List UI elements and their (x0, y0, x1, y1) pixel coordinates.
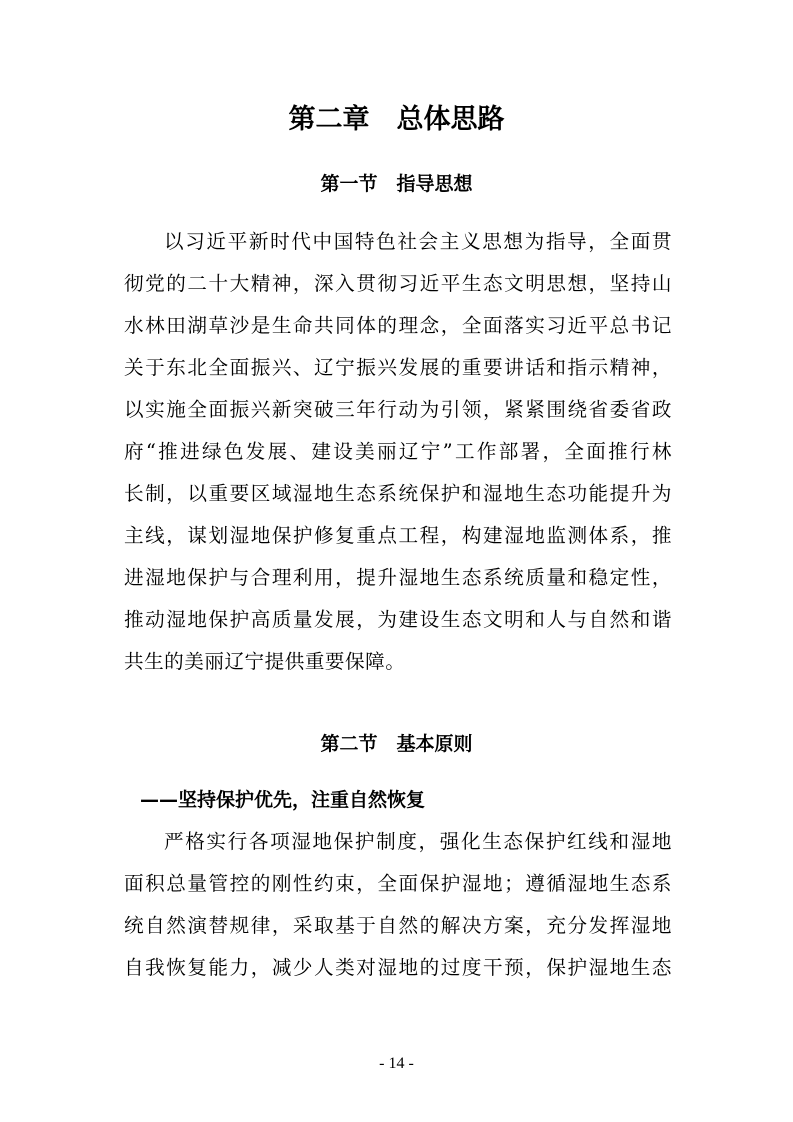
paragraph-line: 面积总量管控的刚性约束，全面保护湿地；遵循湿地生态系 (124, 872, 672, 895)
paragraph-line: 自我恢复能力，减少人类对湿地的过度干预，保护湿地生态 (124, 956, 672, 979)
paragraph-line: 水林田湖草沙是生命共同体的理念，全面落实习近平总书记 (124, 314, 672, 337)
paragraph-line: 关于东北全面振兴、辽宁振兴发展的重要讲话和指示精神， (124, 356, 672, 379)
principle-heading: ——坚持保护优先，注重自然恢复 (140, 789, 426, 811)
paragraph-line: 进湿地保护与合理利用，提升湿地生态系统质量和稳定性， (124, 566, 672, 589)
paragraph-line: 长制，以重要区域湿地生态系统保护和湿地生态功能提升为 (124, 482, 672, 505)
paragraph-line: 推动湿地保护高质量发展，为建设生态文明和人与自然和谐 (124, 608, 672, 631)
paragraph-line: 彻党的二十大精神，深入贯彻习近平生态文明思想，坚持山 (124, 272, 672, 295)
paragraph-line: 以习近平新时代中国特色社会主义思想为指导，全面贯 (164, 230, 672, 253)
page-number: - 14 - (379, 1055, 414, 1072)
paragraph-line: 共生的美丽辽宁提供重要保障。 (124, 650, 406, 673)
chapter-title: 第二章 总体思路 (288, 104, 505, 135)
paragraph-line: 主线，谋划湿地保护修复重点工程，构建湿地监测体系，推 (124, 524, 672, 547)
section-title-guiding-ideology: 第一节 指导思想 (320, 173, 473, 195)
paragraph-line: 统自然演替规律，采取基于自然的解决方案，充分发挥湿地 (124, 914, 672, 937)
section-title-basic-principles: 第二节 基本原则 (320, 733, 473, 755)
paragraph-line: 以实施全面振兴新突破三年行动为引领，紧紧围绕省委省政 (124, 398, 672, 421)
paragraph-line: 严格实行各项湿地保护制度，强化生态保护红线和湿地 (164, 830, 672, 853)
paragraph-line: 府“推进绿色发展、建设美丽辽宁”工作部署，全面推行林 (124, 440, 672, 463)
